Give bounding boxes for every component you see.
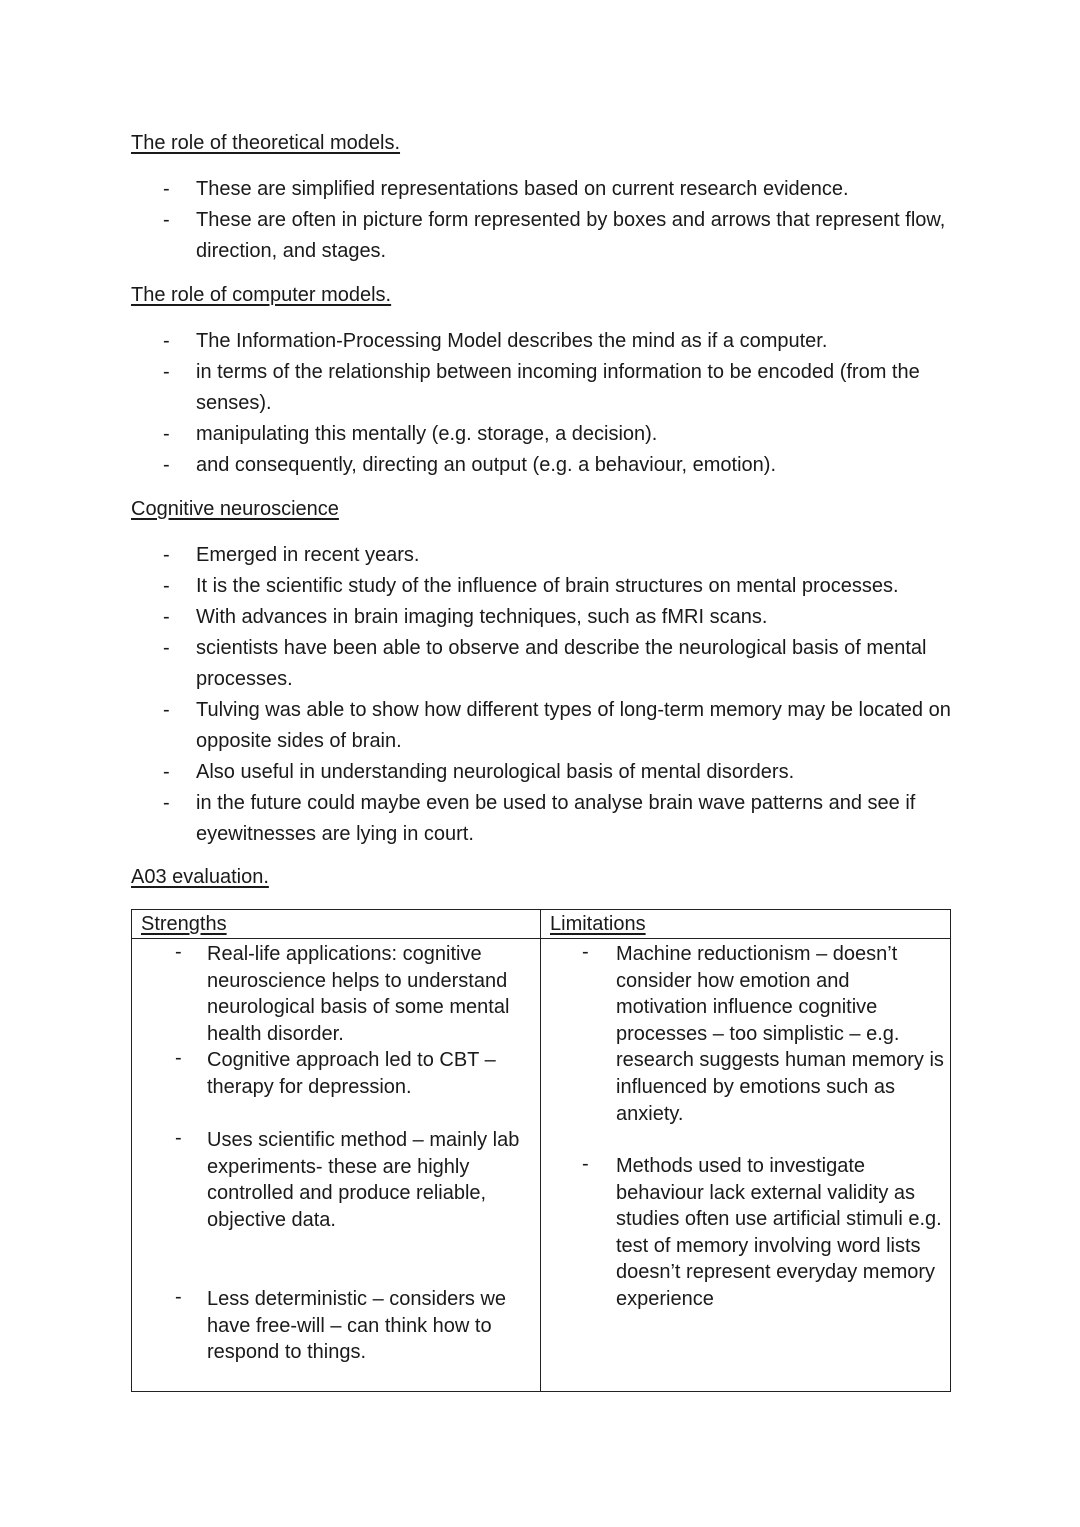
list-item: - in the future could maybe even be used to analyse brain wave patterns and see if eyewitnesses are lying in court. (0, 788, 1080, 850)
heading-a03-evaluation: A03 evaluation. (131, 866, 269, 888)
cognitive-neuroscience-list (0, 540, 1080, 850)
list-item: - Emerged in recent years. (0, 540, 1080, 571)
strengths-cell: - Real-life applications: cognitive neuroscience helps to understand neurological basis of some mental health disorder. - Cognitive approach led to CBT – therapy for depression. - Uses scientific method – mainly lab experiments- these are highly controlled and produce reliable, objective data. - Less deterministic – considers we have free-will – can think how to respond to things. (132, 939, 541, 1392)
list-item: - The Information-Processing Model describes the mind as if a computer. (0, 326, 1080, 357)
list-item: - It is the scientific study of the influence of brain structures on mental processes. (0, 571, 1080, 602)
list-item: - These are simplified representations based on current research evidence. (0, 174, 1080, 205)
heading-cognitive-neuroscience: Cognitive neuroscience (131, 498, 339, 520)
evaluation-table (131, 909, 951, 1392)
computer-models-list (0, 326, 1080, 481)
limitations-header: Limitations (541, 910, 951, 939)
theoretical-models-list (0, 174, 1080, 267)
limitations-cell: - Machine reductionism – doesn’t consider how emotion and motivation influence cognitive processes – too simplistic – e.g. research suggests human memory is influenced by emotions such as anxiety. - Methods used to investigate behaviour lack external validity as studies often use artificial stimuli e.g. test of memory involving word lists doesn’t represent everyday memory experience (541, 939, 951, 1392)
list-item: - Also useful in understanding neurological basis of mental disorders. (0, 757, 1080, 788)
list-item: - With advances in brain imaging techniques, such as fMRI scans. (0, 602, 1080, 633)
list-item: - These are often in picture form represented by boxes and arrows that represent flow, direction, and stages. (0, 205, 1080, 267)
list-item: - manipulating this mentally (e.g. storage, a decision). (0, 419, 1080, 450)
list-item: - in terms of the relationship between incoming information to be encoded (from the senses). (0, 357, 1080, 419)
list-item: - and consequently, directing an output (e.g. a behaviour, emotion). (0, 450, 1080, 481)
list-item: - scientists have been able to observe and describe the neurological basis of mental processes. (0, 633, 1080, 695)
heading-theoretical-models: The role of theoretical models. (131, 132, 401, 154)
strengths-header: Strengths (132, 910, 541, 939)
list-item: - Tulving was able to show how different types of long-term memory may be located on opposite sides of brain. (0, 695, 1080, 757)
heading-computer-models: The role of computer models. (131, 284, 392, 306)
